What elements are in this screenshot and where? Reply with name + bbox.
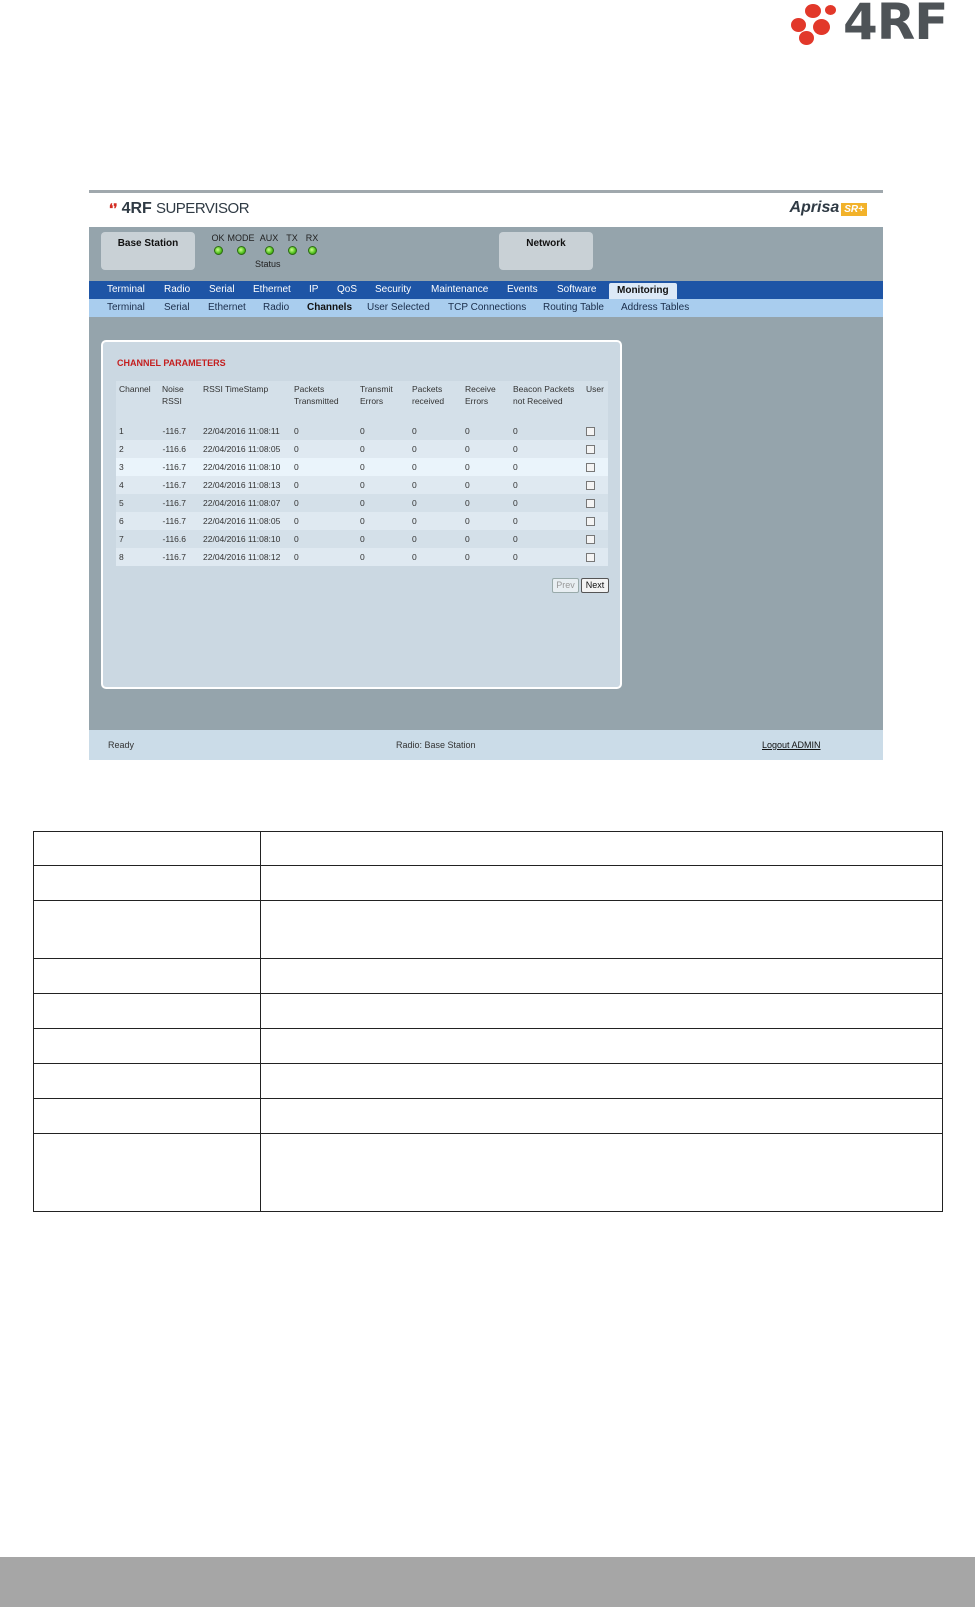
nav-software[interactable]: Software bbox=[557, 284, 597, 295]
table-cell: 0 bbox=[462, 476, 510, 494]
table-cell: 0 bbox=[291, 512, 357, 530]
table-cell: 0 bbox=[462, 494, 510, 512]
app-header bbox=[89, 193, 883, 227]
table-row bbox=[116, 512, 608, 530]
table-row bbox=[116, 458, 608, 476]
nav-monitoring[interactable]: Monitoring bbox=[609, 283, 677, 299]
subnav-channels[interactable]: Channels bbox=[307, 302, 353, 313]
table-cell: 0 bbox=[409, 512, 462, 530]
table-cell: 0 bbox=[510, 512, 583, 530]
table-cell: 22/04/2016 11:08:07 bbox=[200, 494, 291, 512]
subnav-ethernet[interactable]: Ethernet bbox=[208, 302, 246, 313]
table-cell: 22/04/2016 11:08:05 bbox=[200, 512, 291, 530]
table-cell: 0 bbox=[357, 422, 409, 440]
user-cell bbox=[583, 512, 608, 530]
table-cell: 0 bbox=[357, 494, 409, 512]
table-cell: 0 bbox=[291, 548, 357, 566]
table-cell: 5 bbox=[116, 494, 159, 512]
supervisor-screenshot bbox=[89, 190, 883, 757]
nav-events[interactable]: Events bbox=[507, 284, 538, 295]
table-cell: 0 bbox=[409, 530, 462, 548]
table-cell: 0 bbox=[510, 440, 583, 458]
nav-security[interactable]: Security bbox=[375, 284, 412, 295]
col-beacon-packets: Beacon Packets not Received bbox=[510, 381, 583, 422]
table-cell: 0 bbox=[462, 548, 510, 566]
station-box[interactable]: Base Station bbox=[101, 232, 195, 270]
led-aux: AUX bbox=[259, 233, 279, 255]
table-row bbox=[116, 476, 608, 494]
table-cell: 0 bbox=[510, 458, 583, 476]
table-cell: 0 bbox=[291, 494, 357, 512]
led-tx-icon bbox=[288, 246, 297, 255]
channel-table bbox=[116, 381, 608, 566]
table-cell: 0 bbox=[510, 494, 583, 512]
product-logo bbox=[789, 199, 867, 217]
col-user: User bbox=[583, 381, 608, 422]
description-row bbox=[34, 959, 943, 994]
user-cell bbox=[583, 476, 608, 494]
channel-parameters-panel bbox=[101, 340, 622, 689]
nav-qos[interactable]: QoS bbox=[337, 284, 358, 295]
user-checkbox[interactable] bbox=[586, 463, 595, 472]
table-cell: 22/04/2016 11:08:12 bbox=[200, 548, 291, 566]
nav-ip[interactable]: IP bbox=[309, 284, 319, 295]
description-cell-term bbox=[34, 1099, 261, 1134]
description-cell-term bbox=[34, 1029, 261, 1064]
col-transmit-errors: Transmit Errors bbox=[357, 381, 409, 422]
table-cell: 1 bbox=[116, 422, 159, 440]
user-checkbox[interactable] bbox=[586, 553, 595, 562]
user-cell bbox=[583, 548, 608, 566]
description-cell-definition bbox=[261, 832, 943, 866]
subnav-address-tables[interactable]: Address Tables bbox=[621, 302, 690, 313]
table-cell: 0 bbox=[409, 494, 462, 512]
table-row bbox=[116, 548, 608, 566]
table-cell: -116.6 bbox=[159, 530, 200, 548]
table-cell: -116.7 bbox=[159, 494, 200, 512]
description-row bbox=[34, 832, 943, 866]
table-cell: 22/04/2016 11:08:13 bbox=[200, 476, 291, 494]
user-checkbox[interactable] bbox=[586, 499, 595, 508]
table-cell: -116.7 bbox=[159, 548, 200, 566]
table-cell: 3 bbox=[116, 458, 159, 476]
table-row bbox=[116, 422, 608, 440]
table-cell: 0 bbox=[291, 458, 357, 476]
user-cell bbox=[583, 494, 608, 512]
col-packets-transmitted: Packets Transmitted bbox=[291, 381, 357, 422]
product-badge: SR+ bbox=[841, 203, 867, 216]
table-cell: -116.6 bbox=[159, 440, 200, 458]
led-mode: MODE bbox=[227, 233, 255, 255]
description-cell-term bbox=[34, 1064, 261, 1099]
table-cell: 0 bbox=[357, 458, 409, 476]
table-cell: 2 bbox=[116, 440, 159, 458]
user-cell bbox=[583, 458, 608, 476]
led-ok-icon bbox=[214, 246, 223, 255]
col-channel: Channel bbox=[116, 381, 159, 422]
col-rssi-timestamp: RSSI TimeStamp bbox=[200, 381, 291, 422]
table-cell: 0 bbox=[462, 530, 510, 548]
table-cell: -116.7 bbox=[159, 476, 200, 494]
user-cell bbox=[583, 530, 608, 548]
secondary-nav bbox=[89, 299, 883, 317]
led-aux-icon bbox=[265, 246, 274, 255]
table-cell: 0 bbox=[291, 422, 357, 440]
description-cell-definition bbox=[261, 866, 943, 901]
description-cell-term bbox=[34, 959, 261, 994]
col-packets-received: Packets received bbox=[409, 381, 462, 422]
table-cell: -116.7 bbox=[159, 458, 200, 476]
table-cell: 0 bbox=[357, 440, 409, 458]
supervisor-logo bbox=[109, 200, 249, 218]
description-row bbox=[34, 1134, 943, 1212]
description-cell-term bbox=[34, 866, 261, 901]
description-cell-definition bbox=[261, 1134, 943, 1212]
description-row bbox=[34, 994, 943, 1029]
nav-terminal[interactable]: Terminal bbox=[107, 284, 145, 295]
next-button[interactable]: Next bbox=[581, 578, 609, 593]
description-cell-definition bbox=[261, 1029, 943, 1064]
table-cell: -116.7 bbox=[159, 422, 200, 440]
table-cell: 22/04/2016 11:08:10 bbox=[200, 458, 291, 476]
user-checkbox[interactable] bbox=[586, 445, 595, 454]
primary-nav bbox=[89, 281, 883, 299]
table-header-row bbox=[116, 381, 608, 422]
user-checkbox[interactable] bbox=[586, 517, 595, 526]
table-cell: 0 bbox=[510, 548, 583, 566]
description-table bbox=[33, 831, 943, 1212]
nav-ethernet[interactable]: Ethernet bbox=[253, 284, 291, 295]
table-cell: 0 bbox=[291, 440, 357, 458]
user-checkbox[interactable] bbox=[586, 535, 595, 544]
table-cell: 0 bbox=[409, 440, 462, 458]
nav-radio[interactable]: Radio bbox=[164, 284, 191, 295]
table-cell: -116.7 bbox=[159, 512, 200, 530]
table-cell: 0 bbox=[510, 476, 583, 494]
table-cell: 0 bbox=[409, 476, 462, 494]
table-cell: 0 bbox=[291, 530, 357, 548]
user-checkbox[interactable] bbox=[586, 427, 595, 436]
logout-link[interactable]: Logout ADMIN bbox=[762, 740, 821, 750]
col-noise-rssi: Noise RSSI bbox=[159, 381, 200, 422]
table-cell: 0 bbox=[357, 548, 409, 566]
status-text: Ready bbox=[108, 740, 135, 750]
radio-name: Radio: Base Station bbox=[396, 740, 476, 750]
led-rx: RX bbox=[305, 233, 319, 255]
led-tx: TX bbox=[285, 233, 299, 255]
description-cell-term bbox=[34, 901, 261, 959]
description-row bbox=[34, 1064, 943, 1099]
panel-title: CHANNEL PARAMETERS bbox=[117, 358, 226, 368]
table-cell: 4 bbox=[116, 476, 159, 494]
led-ok: OK bbox=[211, 233, 225, 255]
subnav-serial[interactable]: Serial bbox=[164, 302, 190, 313]
brand-logo bbox=[791, 0, 961, 50]
page-footer-bar bbox=[0, 1557, 975, 1607]
brand-logo-text: 4RF bbox=[843, 0, 948, 51]
status-leds bbox=[211, 233, 331, 277]
description-row bbox=[34, 1099, 943, 1134]
description-cell-definition bbox=[261, 959, 943, 994]
description-row bbox=[34, 901, 943, 959]
table-cell: 0 bbox=[291, 476, 357, 494]
description-cell-definition bbox=[261, 1099, 943, 1134]
nav-serial[interactable]: Serial bbox=[209, 284, 235, 295]
table-cell: 0 bbox=[462, 440, 510, 458]
subnav-terminal[interactable]: Terminal bbox=[107, 302, 145, 313]
user-cell bbox=[583, 440, 608, 458]
table-cell: 0 bbox=[510, 530, 583, 548]
logo-mark: 4RF bbox=[121, 200, 152, 217]
description-cell-term bbox=[34, 994, 261, 1029]
network-box[interactable]: Network bbox=[499, 232, 593, 270]
table-cell: 0 bbox=[357, 512, 409, 530]
logo-dots-icon bbox=[791, 2, 843, 46]
subnav-radio[interactable]: Radio bbox=[263, 302, 290, 313]
description-cell-definition bbox=[261, 994, 943, 1029]
description-row bbox=[34, 866, 943, 901]
app-footer bbox=[89, 730, 883, 760]
col-receive-errors: Receive Errors bbox=[462, 381, 510, 422]
table-cell: 0 bbox=[462, 512, 510, 530]
table-cell: 0 bbox=[462, 422, 510, 440]
user-cell bbox=[583, 422, 608, 440]
description-cell-term bbox=[34, 1134, 261, 1212]
product-name: Aprisa bbox=[789, 199, 840, 216]
table-row bbox=[116, 494, 608, 512]
table-cell: 8 bbox=[116, 548, 159, 566]
table-cell: 22/04/2016 11:08:05 bbox=[200, 440, 291, 458]
description-cell-definition bbox=[261, 901, 943, 959]
led-rx-icon bbox=[308, 246, 317, 255]
table-cell: 0 bbox=[462, 458, 510, 476]
table-cell: 0 bbox=[357, 476, 409, 494]
led-mode-icon bbox=[237, 246, 246, 255]
table-cell: 0 bbox=[409, 422, 462, 440]
table-cell: 0 bbox=[510, 422, 583, 440]
status-bar bbox=[89, 227, 883, 281]
subnav-routing-table[interactable]: Routing Table bbox=[543, 302, 604, 313]
table-cell: 22/04/2016 11:08:10 bbox=[200, 530, 291, 548]
table-cell: 7 bbox=[116, 530, 159, 548]
table-cell: 0 bbox=[409, 548, 462, 566]
table-row bbox=[116, 530, 608, 548]
description-row bbox=[34, 1029, 943, 1064]
description-cell-definition bbox=[261, 1064, 943, 1099]
status-label: Status bbox=[255, 259, 281, 269]
description-cell-term bbox=[34, 832, 261, 866]
logo-text: SUPERVISOR bbox=[155, 200, 250, 217]
table-cell: 0 bbox=[357, 530, 409, 548]
prev-button[interactable]: Prev bbox=[552, 578, 579, 593]
nav-maintenance[interactable]: Maintenance bbox=[431, 284, 489, 295]
subnav-user-selected[interactable]: User Selected bbox=[367, 302, 430, 313]
subnav-tcp-connections[interactable]: TCP Connections bbox=[448, 302, 527, 313]
table-cell: 0 bbox=[409, 458, 462, 476]
user-checkbox[interactable] bbox=[586, 481, 595, 490]
table-row bbox=[116, 440, 608, 458]
logo-dots-icon: ❛❜ bbox=[109, 201, 118, 216]
table-cell: 6 bbox=[116, 512, 159, 530]
table-cell: 22/04/2016 11:08:11 bbox=[200, 422, 291, 440]
